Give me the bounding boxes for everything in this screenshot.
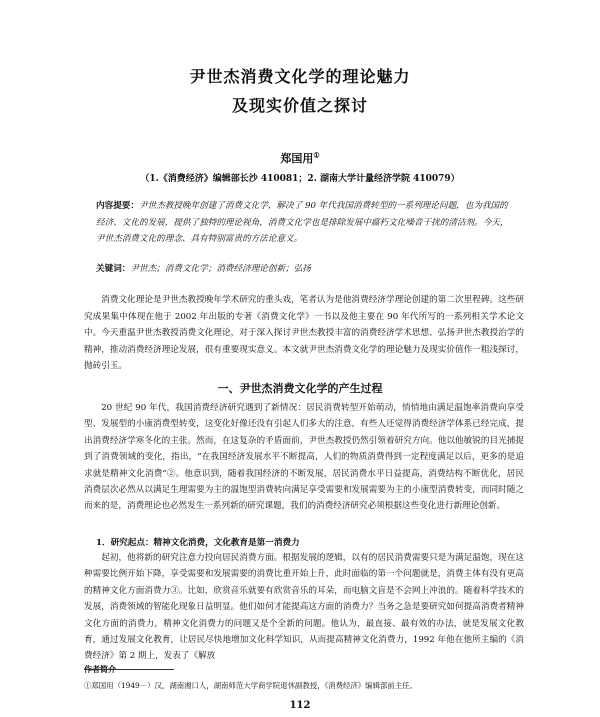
body-paragraph-1: 20 世纪 90 年代，我国消费经济研究遇到了新情况：居民消费转型开始萌动，悄悄地由满足温饱率消费向享受型、发展型的小康消费型转变，这变化好像还没有引起人们多大的注意，有些人还觉得消费经济学体系已经完成，提出消费经济学寒冬化的主张。然而，在这复杂的矛盾面前，尹世杰教授仍然引领着研究方向。他以他敏锐的目光捕捉到了消费领域的变化，指出，“在我国经济发展水平不断提高，人们的物质消费得到一定程度满足以后，更多的是追求就是精神文化消费”②。他意识到，随着我国经济的不断发展，居民消费水平日益提高，消费结构不断优化，居民消费层次必然从以满足生理需要为主的温饱型消费转向满足享受需要和发展需要为主的小康型消费转变，而同时随之而来的是，消费理论也必然发生一系列新的研究课题，我们的消费经济研究必须根据这些变化进行新理论创新。 — [84, 403, 524, 512]
keywords — [96, 262, 514, 276]
footnote-divider — [84, 669, 174, 670]
keywords-label: 关键词： — [96, 264, 131, 274]
abstract-label: 内容提要： — [96, 201, 139, 211]
keywords-text: 尹世杰；消费文化学；消费经济理论创新；弘扬 — [130, 264, 311, 274]
page-number: 112 — [289, 700, 311, 711]
author-name-text: 郑国用 — [280, 152, 314, 165]
body-paragraph-2: 起初，他将新的研究注意力投向居民消费方面。根据发展的逻辑，以有的居民消费需要只是为满足温饱，现在这种需要比例开始下降，享受需要和发展需要的消费比重开始上升，此时面临的第一个问题就是，消费主体有没有更高的精神文化方面消费力③。比如，欣赏音乐就要有欣赏音乐的耳朵，而电脑文盲是不会网上冲浪的。随着科学技术的发展，消费领域的智能化现象日益明显。他们如何才能提高这方面的消费力？当务之急是要研究如何提高消费者精神文化方面的消费力，精神文化消费力的问题又是个全新的问题。他认为，最直接、最有效的办法，就是发展文化教育，通过发展文化教育，让居民尽快地增加文化科学知识，从而提高精神文化消费力，1992 年他在他所主编的《消费经济》第 2 期上，发表了《解放 — [84, 553, 524, 662]
subsection-heading: 1．研究起点：精神文化消费，文化教育是第一消费力 — [96, 538, 300, 548]
footnote-label: 作者简介 — [84, 664, 116, 674]
abstract-text: 尹世杰教授晚年创建了消费文化学，解决了 90 年代我国消费转型的一系列理论问题，也为我国的经济、文化的发展，提供了独特的理论视角，消费文化学也是排除发展中腐朽文化噪音干扰的清洁剂。今天，尹世杰消费文化的理念、具有特别富贵的方法论意义。 — [96, 201, 509, 244]
author-name — [0, 150, 600, 166]
paper-title-line1: 尹世杰消费文化学的理论魅力 — [189, 67, 411, 86]
author-footnote-mark: ① — [313, 150, 320, 160]
paper-title-line2: 及现实价值之探讨 — [231, 96, 368, 115]
section-heading: 一、尹世杰消费文化学的产生过程 — [217, 382, 383, 395]
intro-paragraph: 消费文化理论是尹世杰教授晚年学术研究的重头戏，笔者认为是他消费经济学理论创建的第二次里程碑。这些研究成果集中体现在他于 2002 年出版的专著《消费文化学》一书以及他主要在 90 年代所写的一系列相关学术论文中。今天重温尹世杰教授消费文化理论，对于深入探讨尹世杰教授丰富的消费经济学术思想、弘扬尹世杰教授治学的精神，推动消费经济理论发展，很有重要现实意义。本文就尹世杰消费文化学的理论魅力及现实价值作一粗浅探讨，抛砖引玉。 — [84, 295, 524, 372]
abstract — [96, 198, 514, 248]
author-affiliation: （1.《消费经济》编辑部长沙 410081；2. 湖南大学计量经济学院 410079） — [140, 174, 460, 184]
footnote-text: ①郑国用（1949－）汉，湖南湘口人，湖南师范大学商学院退休副教授，《消费经济》编辑部前主任。 — [84, 681, 417, 690]
